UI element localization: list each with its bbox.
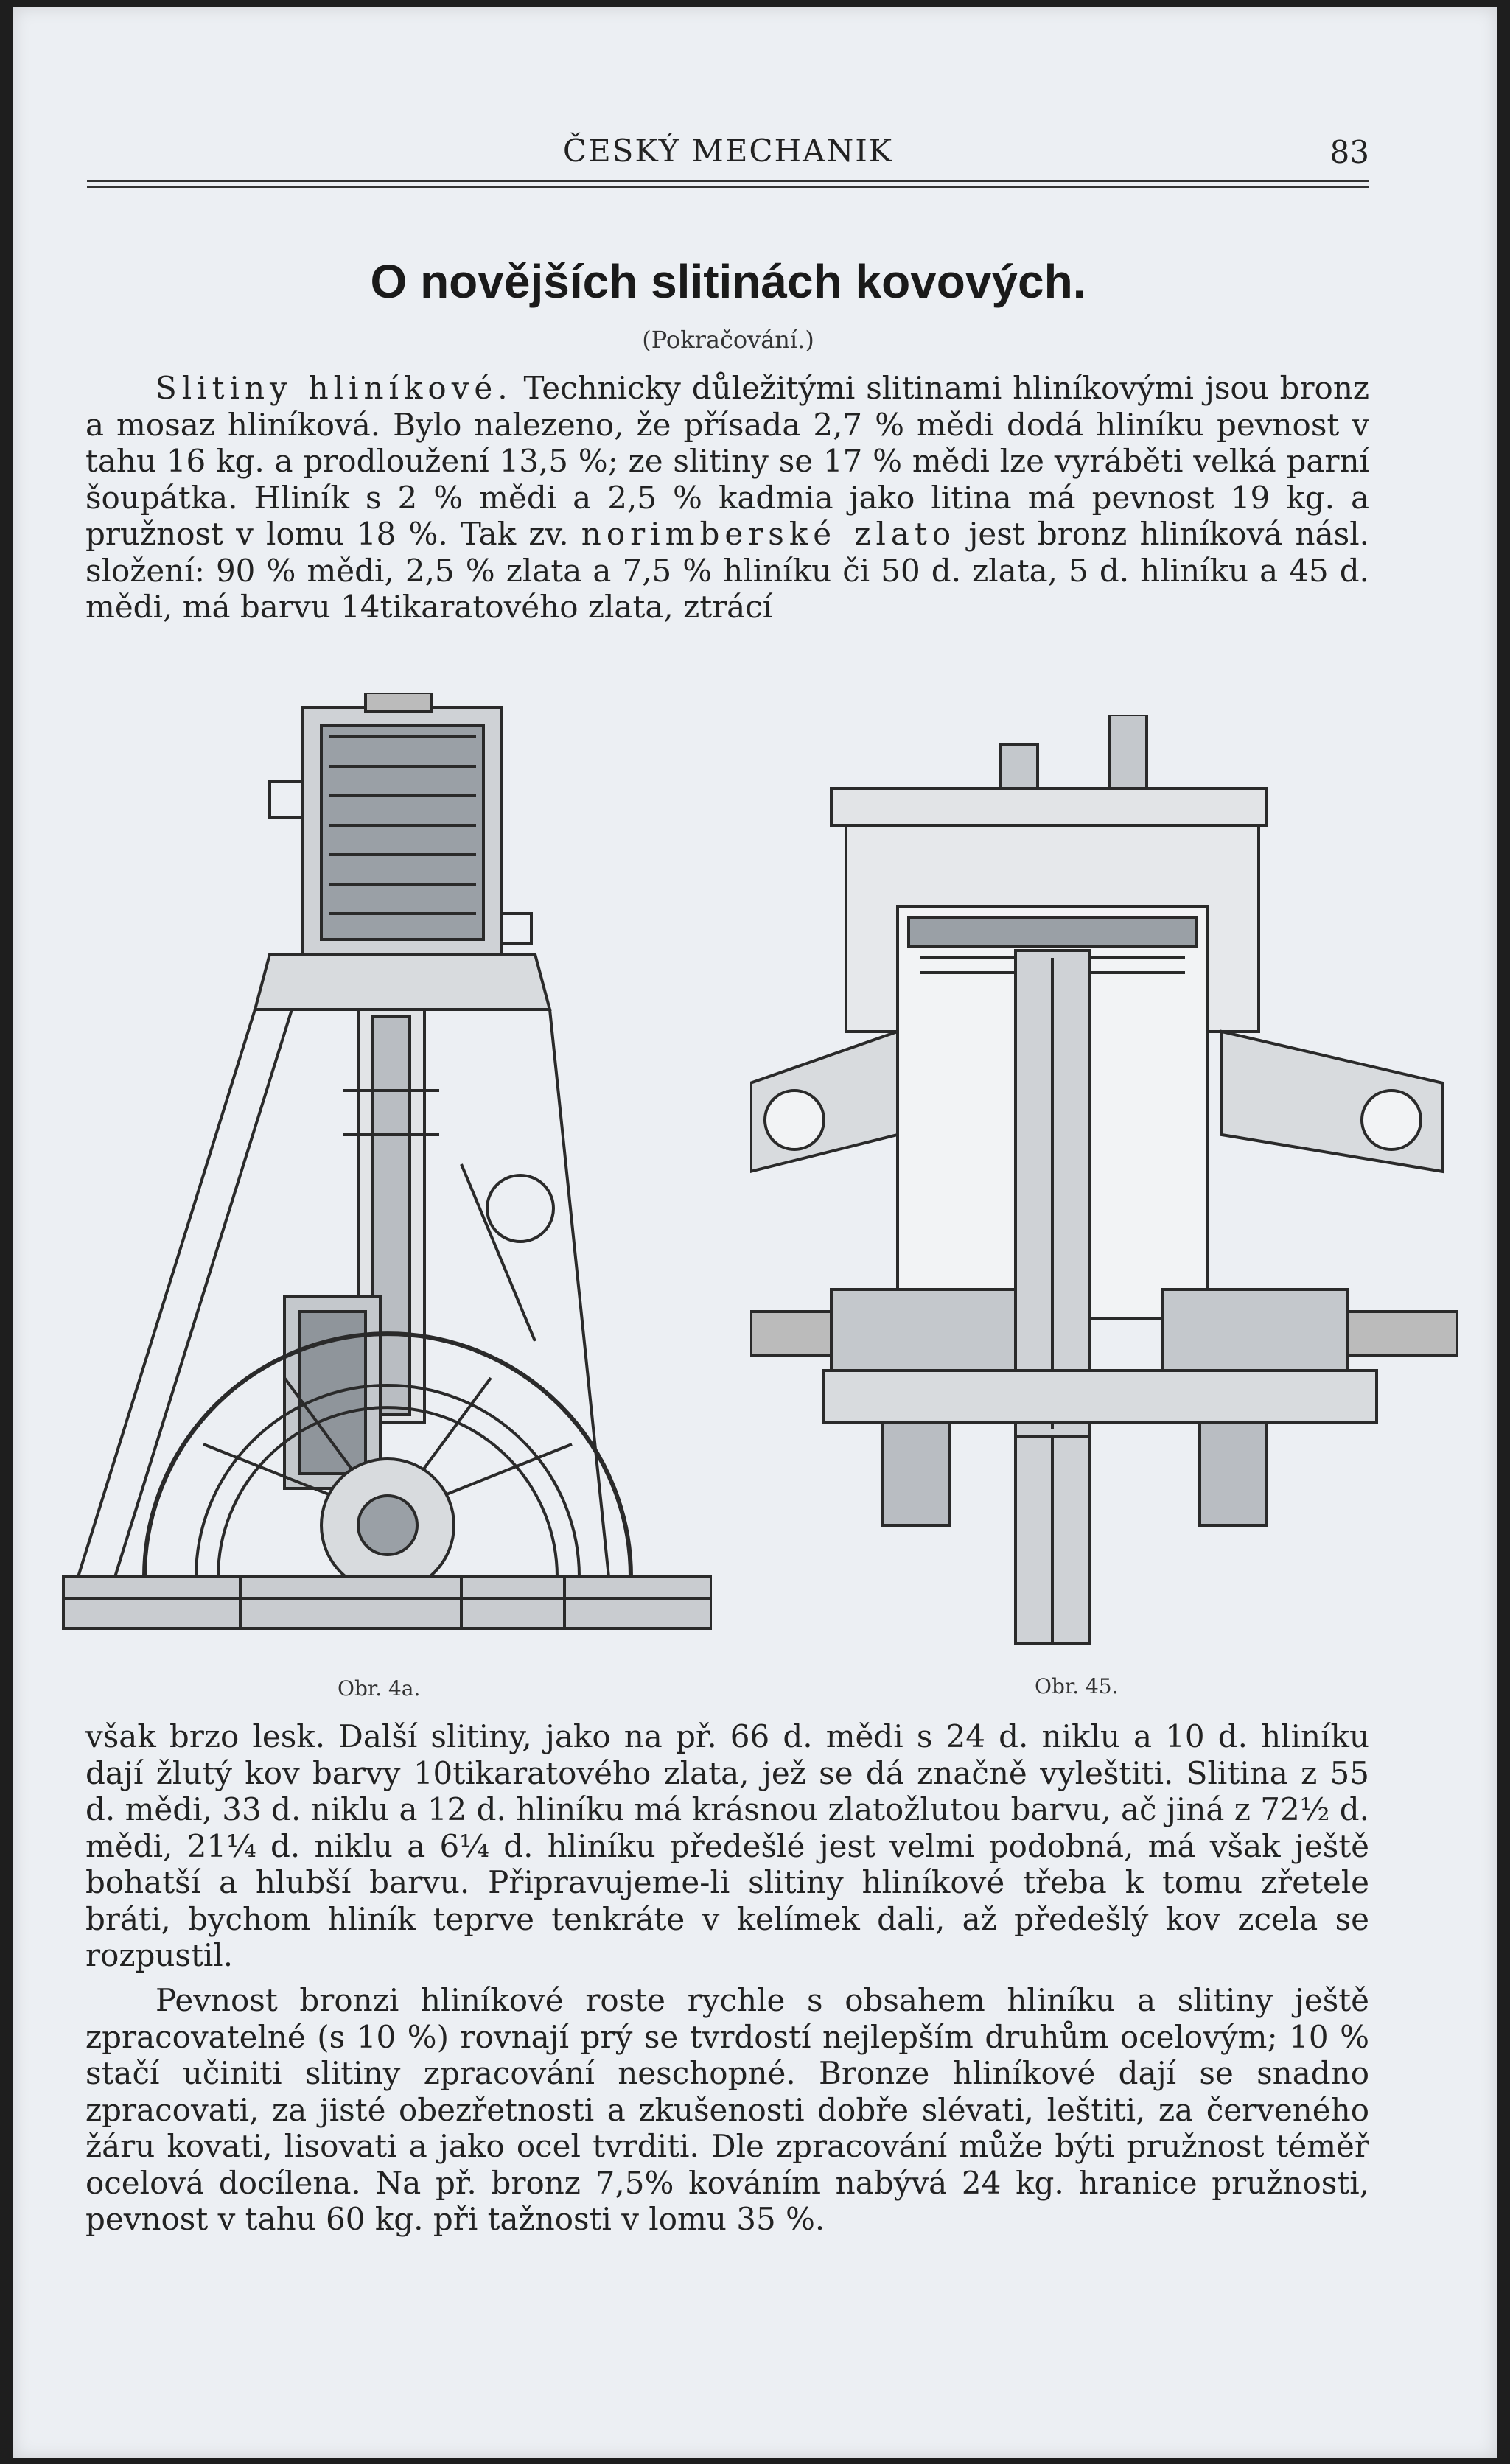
journal-title: ČESKÝ MECHANIK bbox=[562, 133, 894, 169]
engine-elevation-drawing bbox=[49, 693, 712, 1651]
header-rule bbox=[87, 180, 1369, 182]
paragraph-2: však brzo lesk. Další slitiny, jako na př. 66 d. mědi s 24 d. niklu a 10 d. hliníku dají žlutý kov barvy 10tikaratového zlata, jež se dá značně vyleštiti. Slitina z 55 d. mědi, 33 d. niklu a 12 d. hliníku má krásnou zlatožlutou barvu, ač jiná z 72½ d. mědi, 21¼ d. niklu a 6¼ d. hliníku předešlé jest velmi podobná, má však ještě bohatší a hlubší barvu. Připravujeme-li slitiny hliníkové třeba k tomu zřetele bráti, bychom hliník teprve tenkráte v kelímek dali, až předešlý kov zcela se rozpustil. bbox=[85, 1718, 1369, 1973]
figure-engine-elevation bbox=[49, 693, 712, 1651]
paragraph-1-text-2: jest bronz hliníková násl. složení: 90 % mědi, 2,5 % zlata a 7,5 % hliníku či 50 d. zlata, 5 d. hliníku a 45 d. mědi, má barvu 14tikaratového zlata, ztrácí bbox=[85, 516, 1369, 625]
header-rule-thin bbox=[87, 186, 1369, 188]
journal-page bbox=[13, 7, 1497, 2458]
paragraph-1-text: Technicky důležitými slitinami hliníkovými jsou bronz a mosaz hliníková. Bylo nalezeno, že přísada 2,7 % mědi dodá hliníku pevnost v tahu 16 kg. a prodloužení 13,5 %; ze slitiny se 17 % mědi lze vyráběti velká parní šoupátka. Hliník s 2 % mědi a 2,5 % kadmia jako litina má pevnost 19 kg. a pružnost v lomu 18 %. Tak zv. bbox=[85, 370, 1369, 552]
figure-cylinder-section bbox=[750, 715, 1458, 1651]
cylinder-section-drawing bbox=[750, 715, 1458, 1651]
spaced-term: norimberské zlato bbox=[581, 516, 957, 552]
paragraph-3: Pevnost bronzi hliníkové roste rychle s obsahem hliníku a slitiny ještě zpracovatelné (s 10 %) rovnají prý se tvrdostí nejlepším druhům ocelovým; 10 % stačí učiniti slitiny zpracování neschopné. Bronze hliníkové dají se snadno zpracovati, za jisté obezřetnosti a zkušenosti dobře slévati, leštiti, za červeného žáru kovati, lisovati a jako ocel tvrditi. Dle zpracování může býti pružnost téměř ocelová docílena. Na př. bronz 7,5% kováním nabývá 24 kg. hranice pružnosti, pevnost v tahu 60 kg. při tažnosti v lomu 35 %. bbox=[85, 1982, 1369, 2237]
paragraph-1 bbox=[85, 370, 1369, 626]
running-head bbox=[87, 118, 1369, 177]
figure-caption-45: Obr. 45. bbox=[1035, 1674, 1119, 1698]
continued-note: (Pokračování.) bbox=[642, 326, 814, 354]
article-title: O novějších slitinách kovových. bbox=[370, 255, 1086, 308]
figure-caption-4a: Obr. 4a. bbox=[338, 1676, 421, 1701]
page-number: 83 bbox=[1329, 134, 1369, 170]
paragraph-lead: Slitiny hliníkové. bbox=[155, 370, 513, 406]
